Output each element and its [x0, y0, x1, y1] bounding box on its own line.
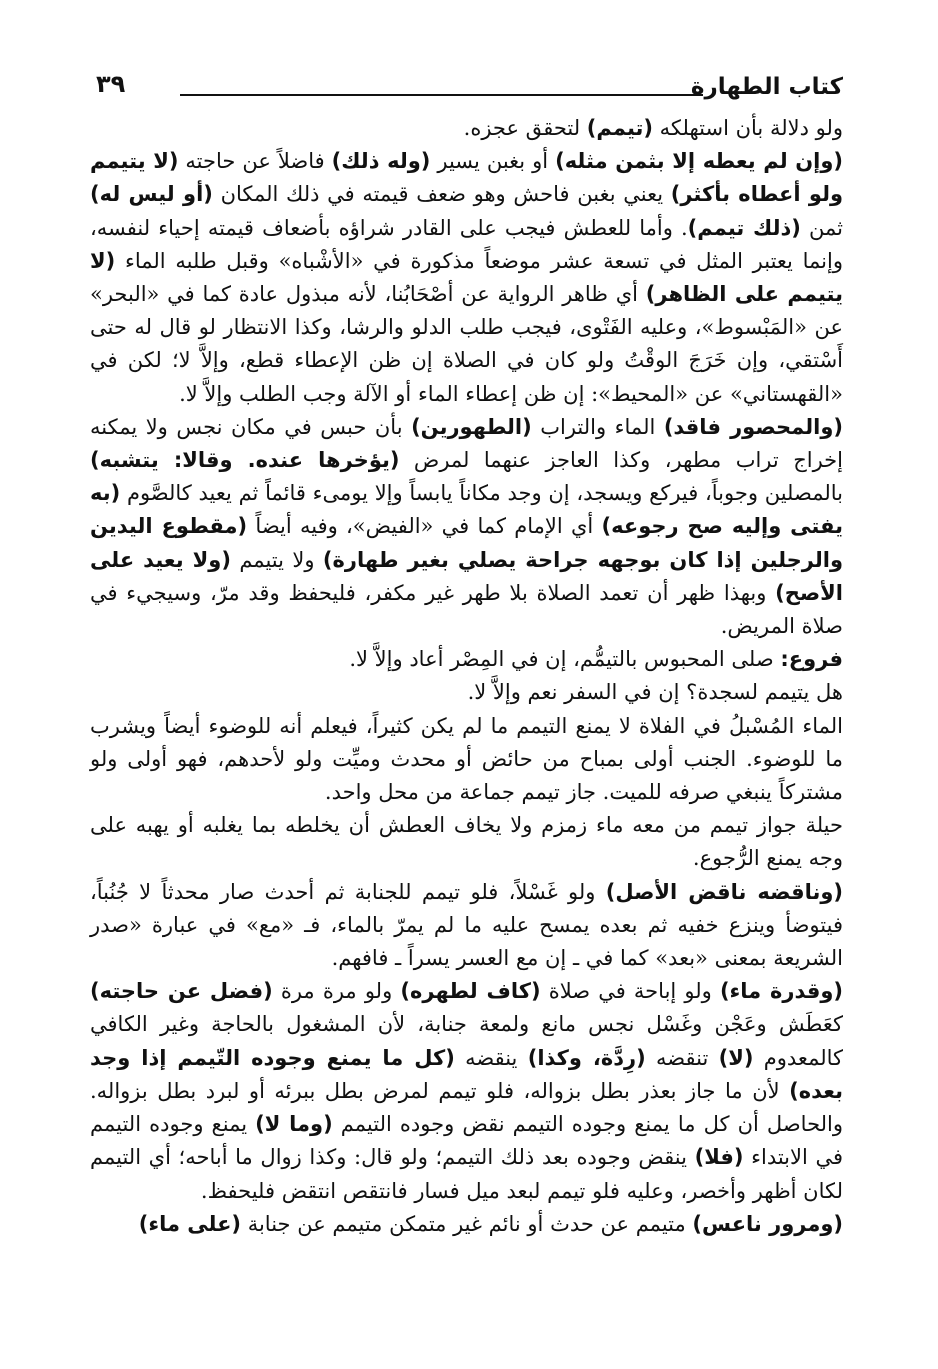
matn-text: (به يفتى وإليه صح رجوعه) — [90, 481, 844, 539]
paragraph — [90, 411, 843, 643]
matn-text: (وناقضه ناقض الأصل) — [605, 879, 843, 904]
sharh-text: ولو دلالة بأن استهلكه — [653, 116, 843, 140]
matn-text: فروع: — [780, 647, 843, 672]
paragraph — [90, 975, 843, 1207]
matn-text: (وما لا) — [255, 1112, 333, 1137]
matn-text: (أو ليس له) — [90, 182, 213, 207]
matn-text: (يؤخرها عنده. وقالا: يتشبه) — [90, 448, 400, 473]
sharh-text: ينقض وجوده بعد ذلك التيمم؛ ولو قال: وكذا زوال ما أباحه؛ أي التيمم لكان أظهر وأخصر، وعليه فلو تيمم لبعد ميل فسار فانتقص انتقض فليحفظ. — [90, 1145, 843, 1203]
sharh-text: لتحقق عجزه. — [463, 116, 587, 140]
sharh-text: أي ظاهر الرواية عن أصْحَابُنا، لأنه مبذول عادة كما في «البحر» عن «المَبْسوط»، وعليه الفَتْوى، فيجب طلب الدلو والرشا، وكذا الانتظار لو قال له حتى أَسْتقي، وإن خَرَجَ الوقْتُ ولو كان في الصلاة إن ظن الإعطاء قطع، وإلاَّ لا؛ لكن في «القهستاني» عن «المحيط»: إن ظن إعطاء الماء أو الآلة وجب الطلب وإلاَّ لا. — [90, 282, 843, 406]
sharh-text: فاضلاً عن حاجته — [178, 149, 332, 174]
sharh-text: هل يتيمم لسجدة؟ إن في السفر نعم وإلاَّ لا. — [467, 680, 843, 705]
sharh-text: ثمن — [800, 215, 843, 240]
page-header — [90, 66, 843, 106]
page-number: ٣٩ — [96, 70, 126, 98]
matn-text: (وإن لم يعطه إلا بثمن مثله) — [555, 149, 843, 174]
sharh-text: الماء والتراب — [531, 414, 664, 439]
matn-text: (ذلك تيمم) — [687, 215, 801, 240]
matn-text: (الطهورين) — [411, 414, 532, 439]
paragraph — [90, 145, 843, 411]
matn-text: (مقطوع اليدين والرجلين إذا كان بوجهه جراحة يصلي بغير طهارة) — [90, 514, 844, 572]
body-text — [90, 112, 843, 1241]
paragraph — [90, 676, 843, 709]
paragraph — [90, 112, 843, 145]
sharh-text: ولا يتيمم — [230, 547, 323, 572]
sharh-text: أو بغبن يسير — [430, 149, 556, 174]
sharh-text: تنقضه — [645, 1045, 719, 1070]
matn-text: (ولا يعيد على الأصح) — [90, 547, 843, 605]
paragraph — [90, 809, 843, 875]
sharh-text: أي الإمام كما في «الفيض»، وفيه أيضاً — [247, 514, 602, 539]
matn-text: (على ماء) — [138, 1211, 242, 1236]
sharh-text: لأن ما جاز بعذر بطل بزواله، فلو تيمم لمرض بطل ببرئه أو لبرد بطل بزواله. والحاصل أن كل ما يمنع وجوده التيمم نقض وجوده التيمم — [90, 1078, 843, 1137]
paragraph — [90, 710, 843, 810]
sharh-text: يعني بغبن فاحش وهو ضعف قيمته في ذلك المكان — [212, 182, 671, 207]
matn-text: (لا يتيمم ولو أعطاه بأكثر) — [90, 149, 844, 207]
sharh-text: . وأما للعطش فيجب على القادر شراؤه بأضعاف قيمته إحياء لنفسه، وإنما يعتبر المثل في تسعة عشر موضعاً مذكورة في «الأشْباه» وقبل طلبه الماء — [90, 215, 843, 273]
sharh-text: ولو غَسْلاً، فلو تيمم للجنابة ثم أحدث صار محدثاً لا جُنُباً، فيتوضأ وينزع خفيه ثم بعده يمسح عليه ما لم يمرّ بالماء، فـ «مع» في عبارة «صدر الشريعة بمعنى «بعد» كما في ـ إن مع العسر يسراً ـ فافهم. — [90, 879, 843, 971]
header-rule — [180, 94, 703, 96]
sharh-text: متيمم عن حدث أو نائم غير متمكن متيمم عن جنابة — [241, 1211, 693, 1236]
matn-text: (والمحصور فاقد) — [663, 414, 843, 439]
sharh-text: الماء المُسْبلُ في الفلاة لا يمنع التيمم ما لم يكن كثيراً، فيعلم أنه للوضوء أيضاً ويشرب ما للوضوء. الجنب أولى بمباح من حائض أو محدث وميِّت ولو لأحدهم، فهو أولى ولو مشتركاً ينبغي صرفه للميت. جاز تيمم جماعة من محل واحد. — [90, 713, 843, 805]
sharh-text: ولو إباحة في صلاة — [540, 979, 720, 1004]
matn-text: (كل ما يمنع وجوده التّيمم إذا وجد بعده) — [90, 1045, 843, 1103]
matn-text: (فلا) — [694, 1145, 744, 1170]
sharh-text: وبهذا ظهر أن تعمد الصلاة بلا طهر غير مكفر، فليحفظ وقد مرّ، وسيجيء في صلاة المريض. — [90, 580, 843, 639]
matn-text: (تيمم) — [586, 116, 653, 140]
matn-text: (ومرور ناعس) — [692, 1211, 843, 1236]
sharh-text: بالمصلين وجوباً، فيركع ويسجد، إن وجد مكاناً يابساً وإلا يومىء قائماً ثم يعيد كالصَّوم — [120, 481, 843, 506]
matn-text: (وله ذلك) — [331, 149, 431, 174]
running-title: كتاب الطهارة — [690, 74, 843, 100]
sharh-text: ينقضه — [454, 1045, 528, 1070]
matn-text: (لا) — [718, 1045, 754, 1070]
matn-text: (رِدَّة، وكذا) — [527, 1045, 646, 1070]
matn-text: (كاف لطهره) — [400, 979, 541, 1004]
paragraph — [90, 643, 843, 676]
sharh-text: حيلة جواز تيمم من معه ماء زمزم ولا يخاف العطش أن يخلطه بما يغلبه أو يهبه على وجه يمنع الرُّجوع. — [90, 813, 843, 871]
paragraph — [90, 1208, 843, 1241]
sharh-text: صلى المحبوس بالتيمُّم، إن في المِصْر أعاد وإلاَّ لا. — [349, 647, 781, 672]
matn-text: (وقدرة ماء) — [719, 979, 843, 1004]
matn-text: (لا يتيمم على الظاهر) — [90, 248, 843, 307]
sharh-text: ولو مرة مرة — [272, 979, 401, 1004]
matn-text: (فضل عن حاجته) — [90, 979, 273, 1004]
sharh-text: يمنع وجوده التيمم في الابتداء — [90, 1112, 843, 1170]
sharh-text: بأن حبس في مكان نجس ولا يمكنه إخراج تراب مطهر، وكذا العاجز عنهما لمرض — [90, 414, 843, 473]
paragraph — [90, 876, 843, 976]
sharh-text: كعَطَش وعَجْن وغَسْل نجس مانع ولمعة جنابة، لأن المشغول بالحاجة وغير الكافي كالمعدوم — [90, 1012, 843, 1070]
